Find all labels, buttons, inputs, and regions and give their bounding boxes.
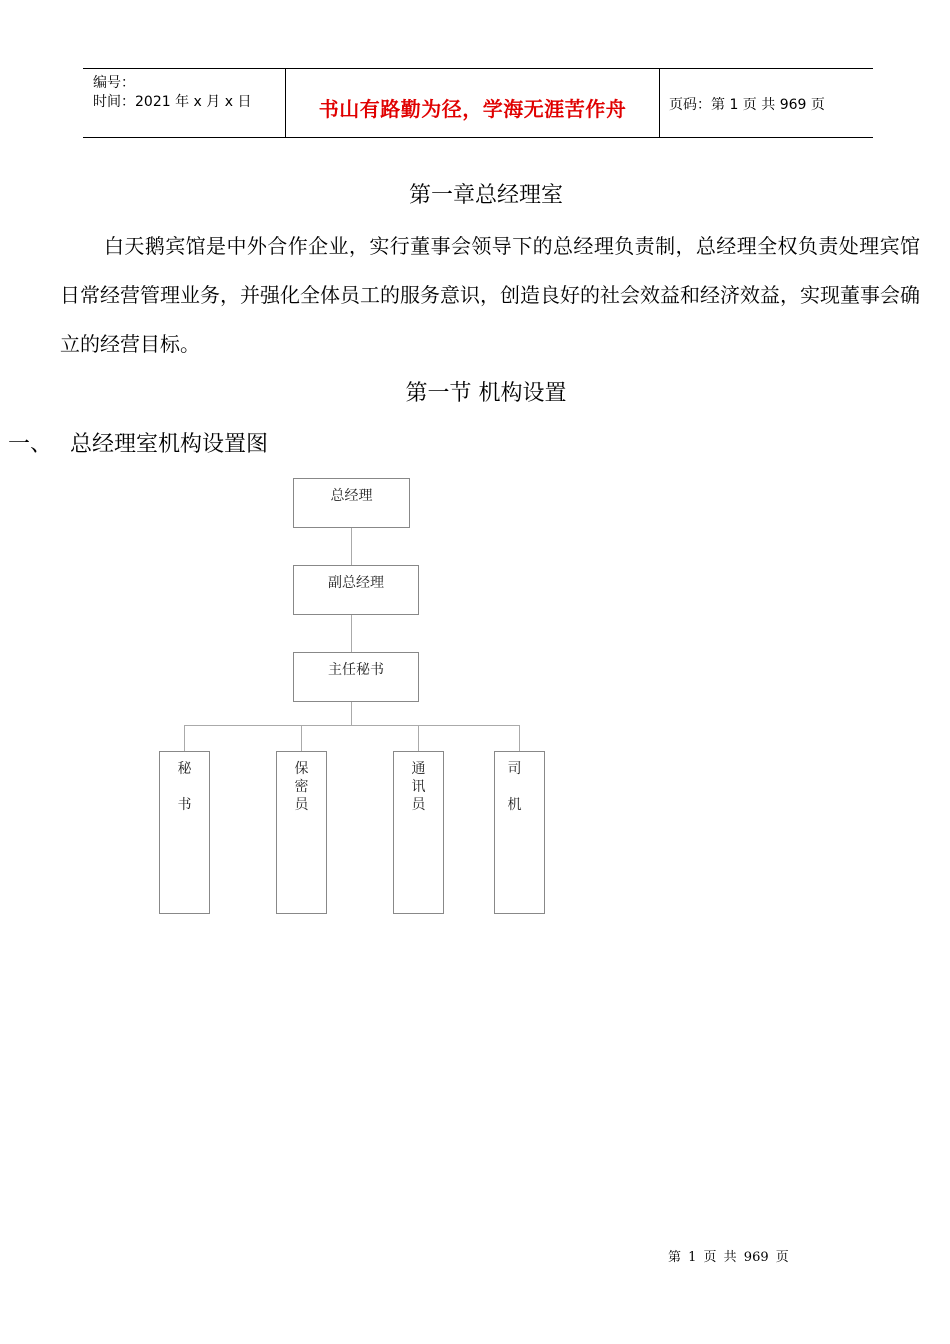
document-date: 时间：2021 年 x 月 x 日 bbox=[93, 94, 252, 110]
org-label-general-manager: 总经理 bbox=[330, 488, 373, 504]
org-box-deputy-general-manager bbox=[293, 565, 419, 615]
org-char: 员 bbox=[411, 797, 426, 813]
org-char: 讯 bbox=[411, 779, 426, 795]
header-motto-cell bbox=[285, 69, 660, 137]
org-char: 机 bbox=[507, 797, 522, 813]
subsection-heading bbox=[8, 427, 268, 458]
connector-drop-3 bbox=[418, 725, 419, 751]
org-box-general-manager bbox=[293, 478, 410, 528]
connector-secretary-bus bbox=[351, 701, 352, 726]
document-header bbox=[83, 68, 873, 138]
header-page-cell bbox=[659, 69, 873, 137]
intro-paragraph: 白天鹅宾馆是中外合作企业，实行董事会领导下的总经理负责制，总经理全权负责处理宾馆日常经营管理业务，并强化全体员工的服务意识，创造良好的社会效益和经济效益，实现董事会确立的经营目标。 bbox=[60, 234, 920, 356]
org-char bbox=[160, 778, 209, 796]
header-motto: 书山有路勤为径，学海无涯苦作舟 bbox=[318, 97, 627, 121]
org-label-chief-secretary: 主任秘书 bbox=[328, 662, 384, 678]
section-title: 第一节 机构设置 bbox=[405, 381, 567, 406]
org-char: 密 bbox=[294, 779, 309, 795]
document-number-label: 编号： bbox=[93, 75, 135, 91]
org-char: 司 bbox=[507, 761, 522, 777]
org-label-deputy-general-manager: 副总经理 bbox=[328, 575, 384, 591]
org-char: 秘 bbox=[177, 761, 192, 777]
header-meta-cell bbox=[83, 69, 285, 137]
subsection-title: 总经理室机构设置图 bbox=[70, 432, 269, 457]
org-box-messenger bbox=[393, 751, 444, 914]
org-char bbox=[495, 778, 534, 796]
subsection-number: 一、 bbox=[8, 432, 53, 457]
org-box-secretary bbox=[159, 751, 210, 914]
chapter-title: 第一章总经理室 bbox=[408, 183, 563, 208]
connector-drop-2 bbox=[301, 725, 302, 751]
org-char: 书 bbox=[177, 797, 192, 813]
connector-drop-4 bbox=[519, 725, 520, 751]
connector-gm-deputy bbox=[351, 527, 352, 565]
connector-deputy-secretary bbox=[351, 614, 352, 652]
org-box-driver bbox=[494, 751, 545, 914]
org-char: 通 bbox=[411, 761, 426, 777]
org-box-chief-secretary bbox=[293, 652, 419, 702]
connector-drop-1 bbox=[184, 725, 185, 751]
connector-horizontal-bus bbox=[184, 725, 520, 726]
org-box-confidential-clerk bbox=[276, 751, 327, 914]
page-footer: 第 1 页 共 969 页 bbox=[668, 1250, 789, 1265]
org-char: 员 bbox=[294, 797, 309, 813]
header-page-info: 页码：第 1 页 共 969 页 bbox=[669, 97, 825, 113]
org-char: 保 bbox=[294, 761, 309, 777]
